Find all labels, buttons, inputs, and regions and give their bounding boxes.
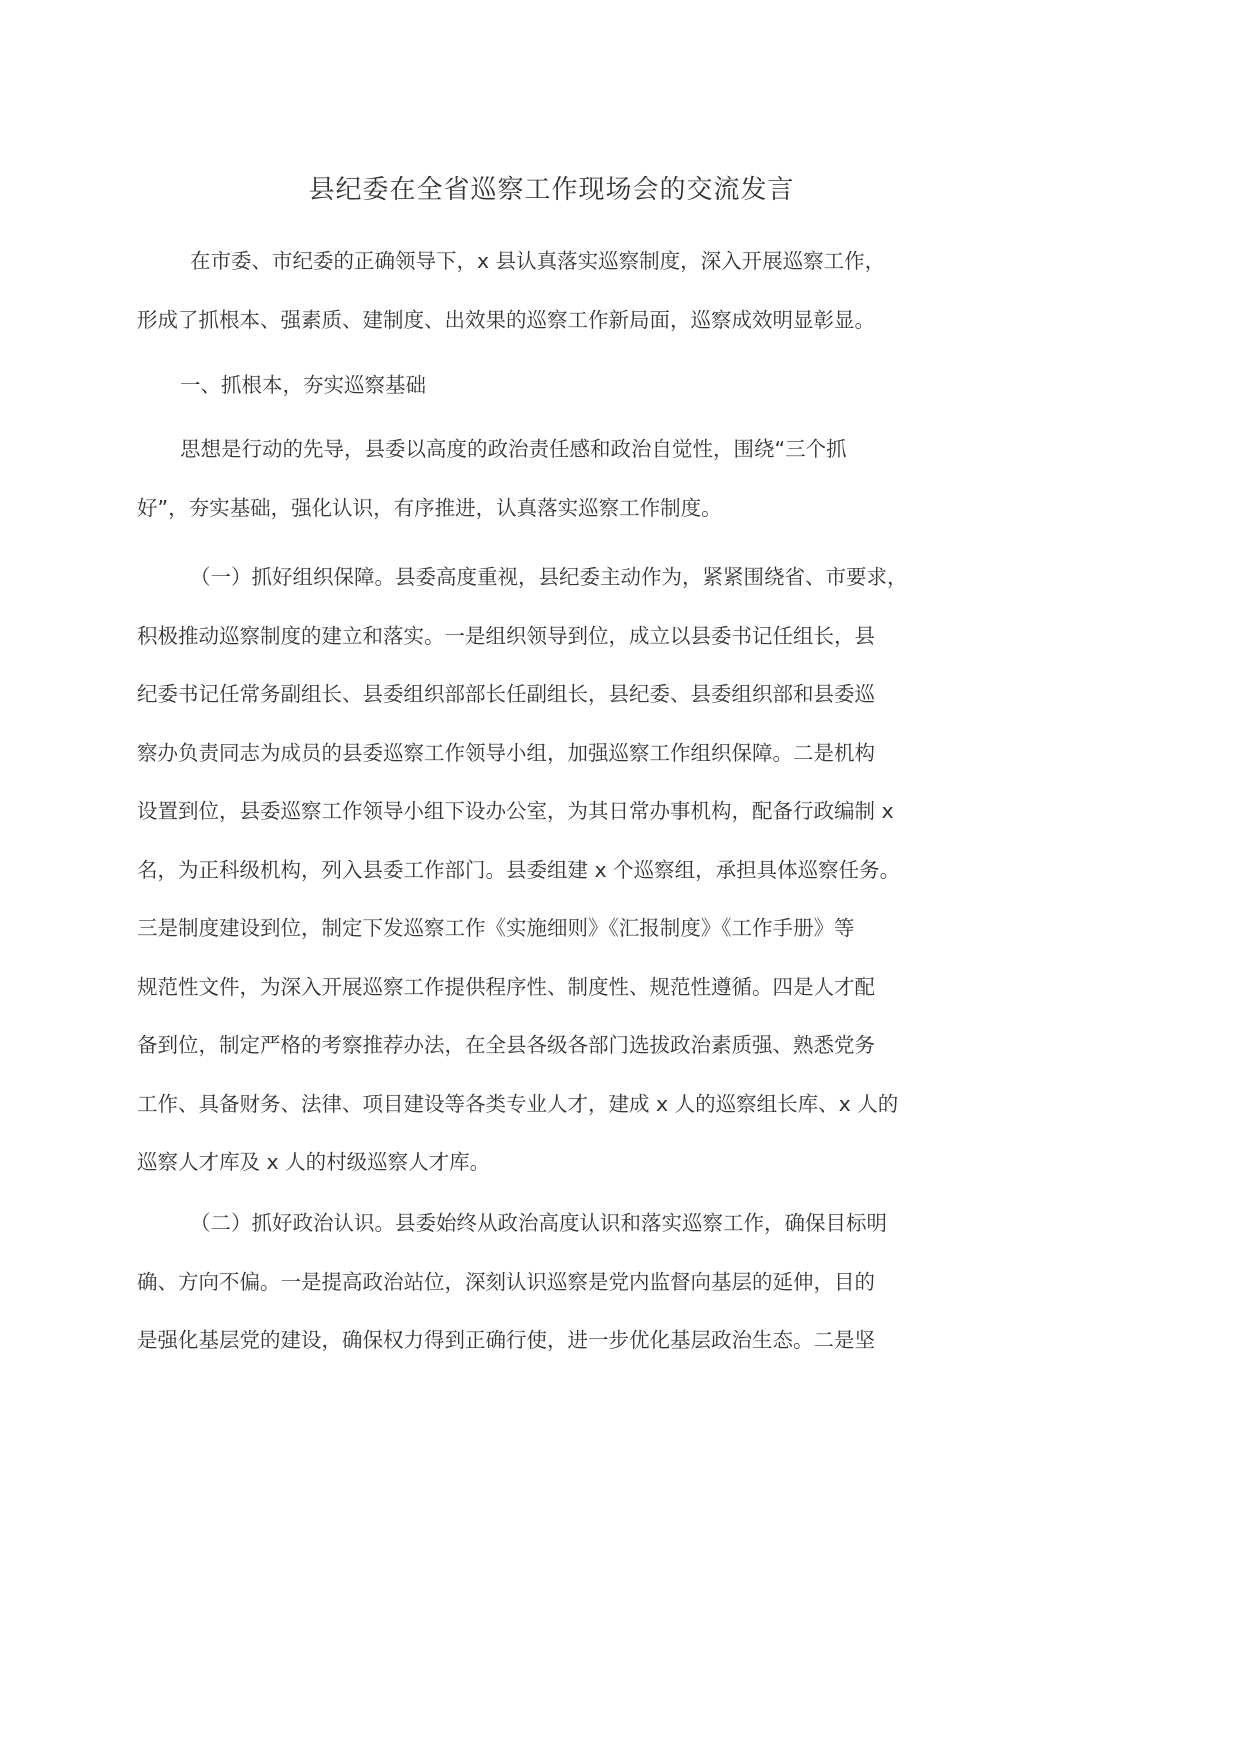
paragraph-line: 纪委书记任常务副组长、县委组织部部长任副组长，县纪委、县委组织部和县委巡 xyxy=(137,682,875,706)
paragraph-line: 规范性文件，为深入开展巡察工作提供程序性、制度性、规范性遵循。四是人才配 xyxy=(137,974,875,999)
paragraph-section-1-2 xyxy=(137,1194,963,1370)
paragraph-line: 积极推动巡察制度的建立和落实。一是组织领导到位，成立以县委书记任组长，县 xyxy=(137,623,875,648)
paragraph-line: 工作、具备财务、法律、项目建设等各类专业人才，建成 x 人的巡察组长库、x 人的 xyxy=(137,1091,899,1116)
paragraph-line: 形成了抓根本、强素质、建制度、出效果的巡察工作新局面，巡察成效明显彰显。 xyxy=(137,307,875,332)
paragraph-line: 确、方向不偏。一是提高政治站位，深刻认识巡察是党内监督向基层的延伸，目的 xyxy=(137,1269,875,1294)
document-title: 县纪委在全省巡察工作现场会的交流发言 xyxy=(308,175,795,205)
paragraph-line: 思想是行动的先导，县委以高度的政治责任感和政治自觉性，围绕“三个抓 xyxy=(180,437,847,461)
paragraph-line: 察办负责同志为成员的县委巡察工作领导小组，加强巡察工作组织保障。二是机构 xyxy=(137,740,875,765)
paragraph-line: 三是制度建设到位，制定下发巡察工作《实施细则》《汇报制度》《工作手册》等 xyxy=(137,916,855,940)
paragraph-line: 备到位，制定严格的考察推荐办法，在全县各级各部门选拔政治素质强、熟悉党务 xyxy=(137,1033,875,1057)
paragraph-line: 好”，夯实基础，强化认识，有序推进，认真落实巡察工作制度。 xyxy=(137,495,722,520)
paragraph-line: 巡察人才库及 x 人的村级巡察人才库。 xyxy=(137,1150,491,1174)
paragraph-line: 名，为正科级机构，列入县委工作部门。县委组建 x 个巡察组，承担具体巡察任务。 xyxy=(137,857,901,882)
paragraph-intro xyxy=(137,232,963,349)
paragraph-line: （二）抓好政治认识。县委始终从政治高度认识和落实巡察工作，确保目标明 xyxy=(190,1211,887,1235)
paragraph-section-1-lead xyxy=(137,420,963,537)
paragraph-line: 是强化基层党的建设，确保权力得到正确行使，进一步优化基层政治生态。二是坚 xyxy=(137,1328,875,1352)
paragraph-line: （一）抓好组织保障。县委高度重视，县纪委主动作为，紧紧围绕省、市要求， xyxy=(190,565,908,589)
paragraph-line: 设置到位，县委巡察工作领导小组下设办公室，为其日常办事机构，配备行政编制 x xyxy=(137,799,894,823)
heading-line: 一、抓根本，夯实巡察基础 xyxy=(180,373,426,397)
paragraph-line: 在市委、市纪委的正确领导下，x 县认真落实巡察制度，深入开展巡察工作， xyxy=(190,249,886,273)
section-heading xyxy=(137,356,963,415)
paragraph-section-1-1 xyxy=(137,548,963,1192)
